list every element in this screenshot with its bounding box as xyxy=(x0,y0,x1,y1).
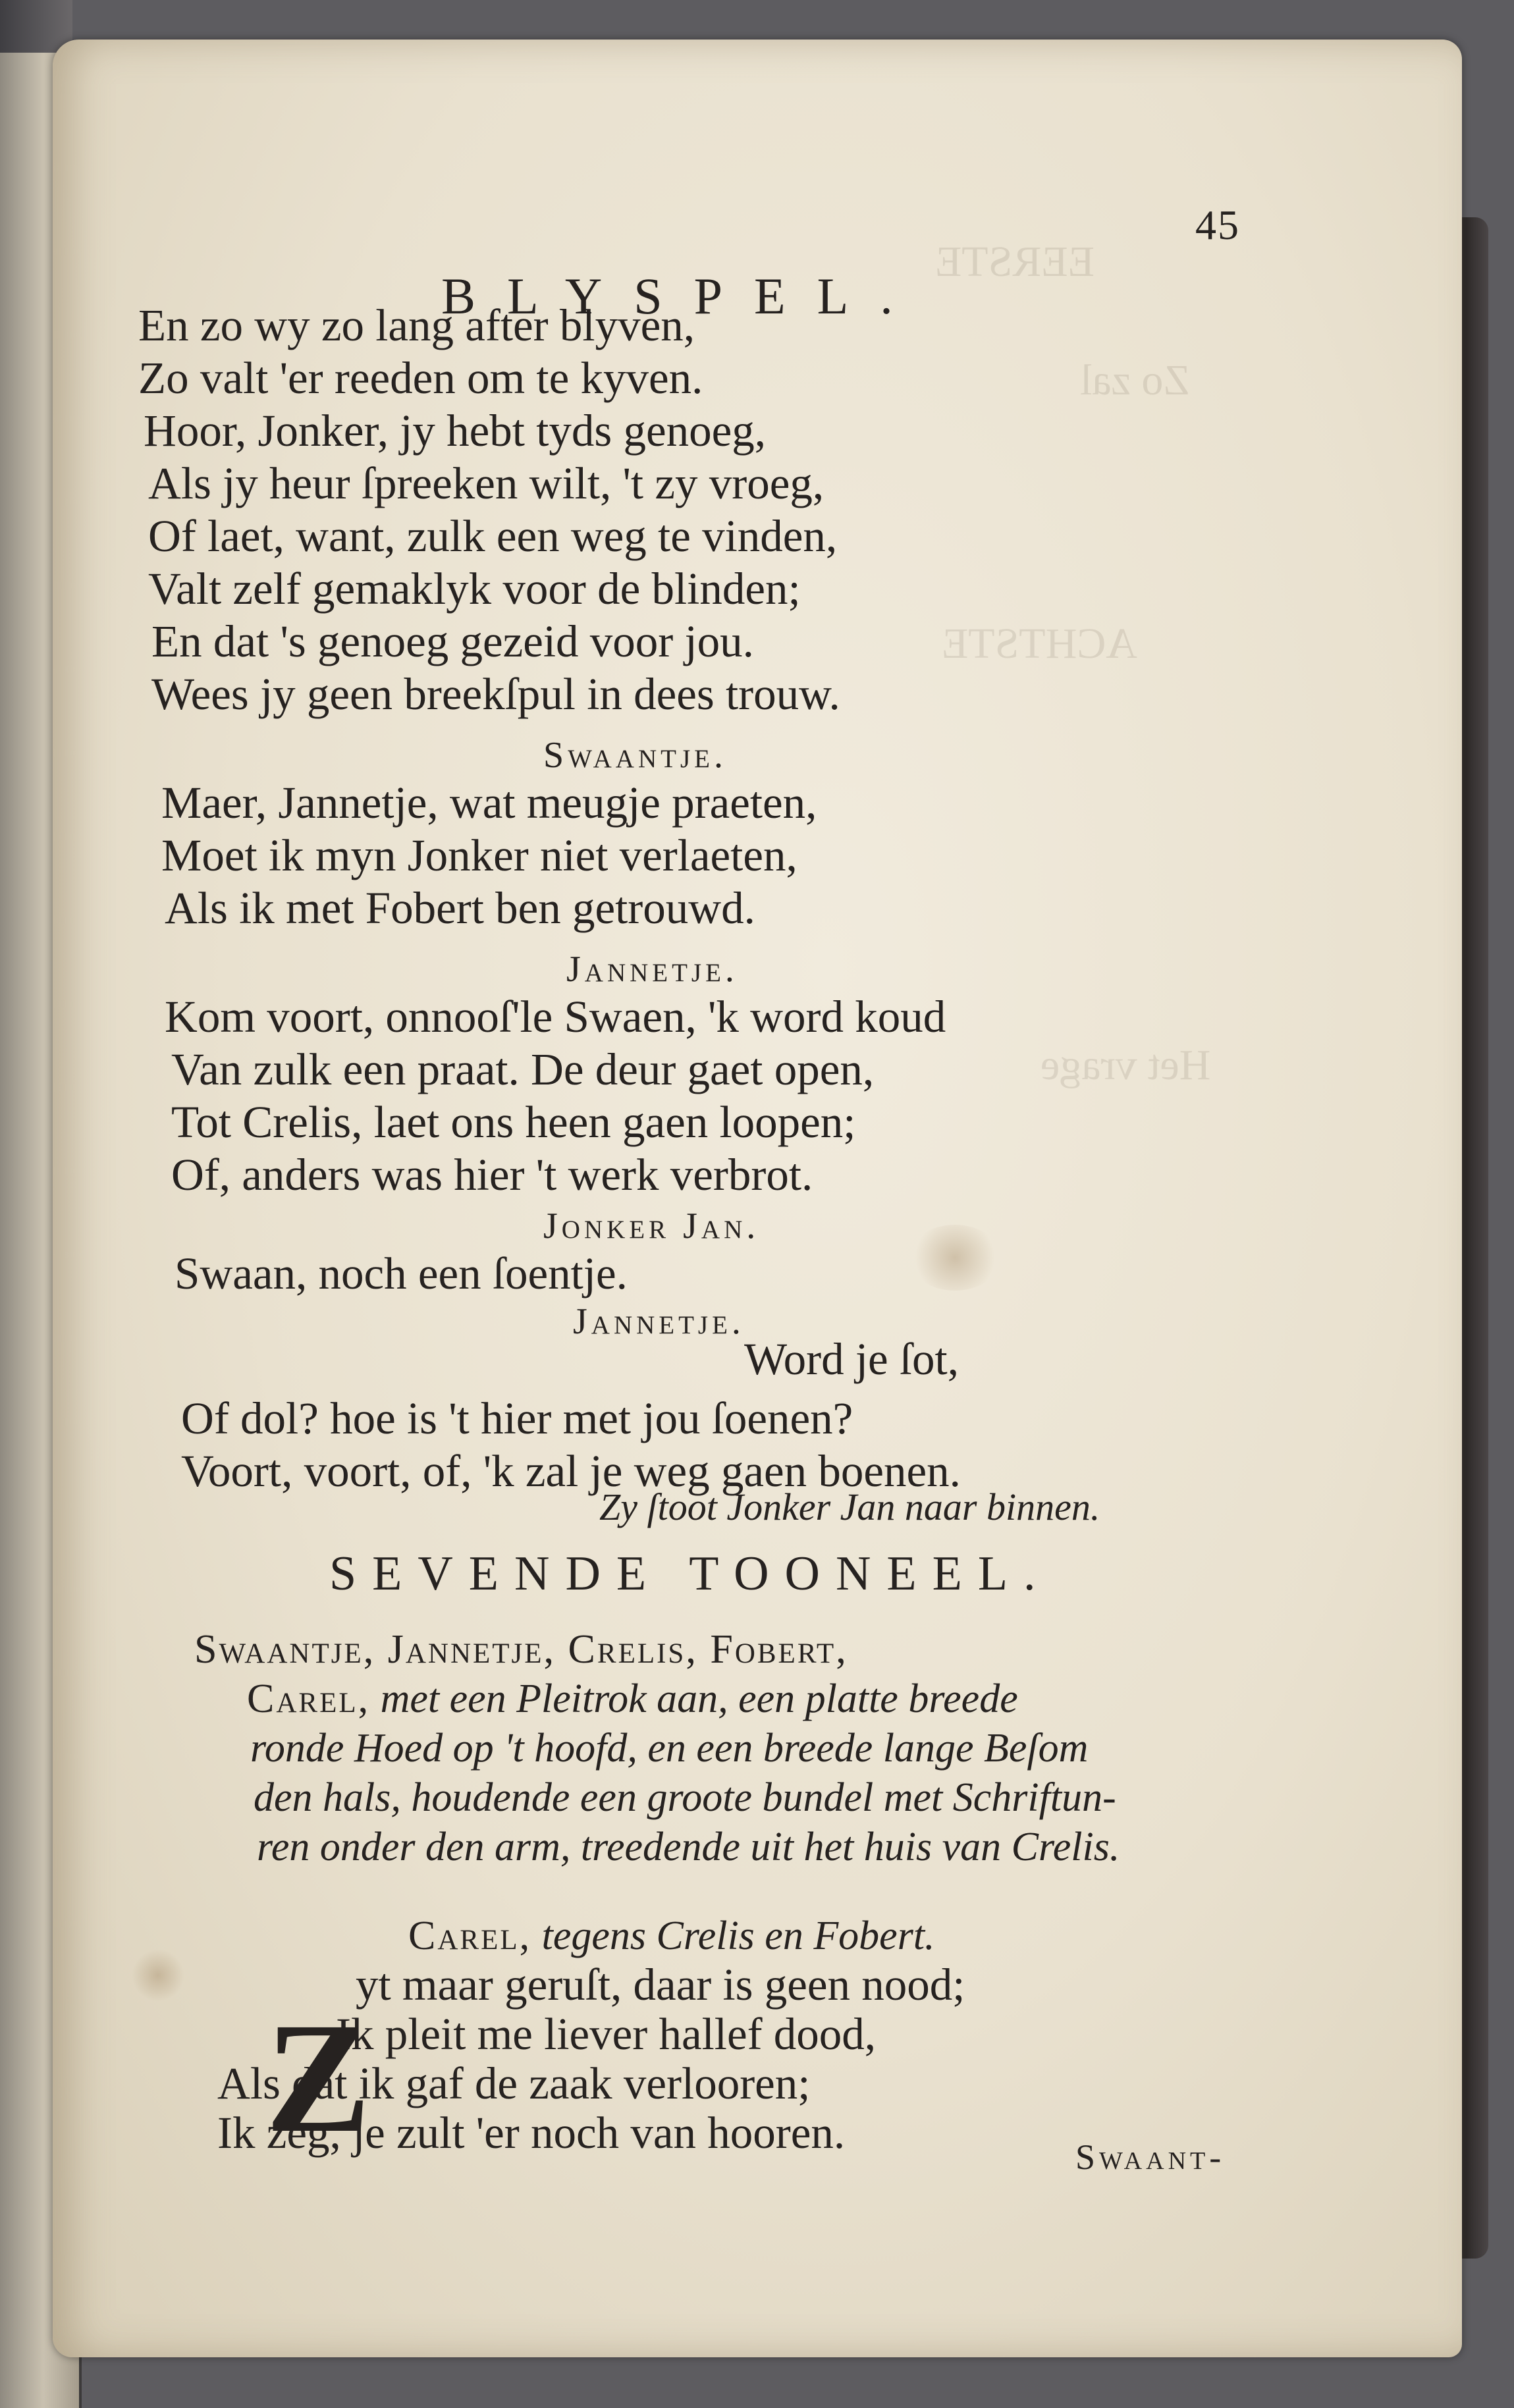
verse-line: Als dat ik gaf de zaak verlooren; xyxy=(217,2058,811,2108)
verse-line: Van zulk een praat. De deur gaet open, xyxy=(171,1044,875,1094)
speaker-name: Jannetje. xyxy=(573,1301,745,1342)
verse-line: Word je ſot, xyxy=(744,1334,959,1384)
speaker-name: Carel, xyxy=(408,1913,532,1958)
stage-direction: Zy ſtoot Jonker Jan naar binnen. xyxy=(599,1485,1100,1528)
paper-stain xyxy=(132,1949,184,2002)
drop-cap: Z xyxy=(265,1990,371,2165)
verse-line: Ik zeg, je zult 'er noch van hooren. xyxy=(217,2108,846,2158)
verse-line: Swaan, noch een ſoentje. xyxy=(175,1248,628,1298)
verse-line: yt maar geruſt, daar is geen nood; xyxy=(356,1960,965,2010)
verse-line: Hoor, Jonker, jy hebt tyds genoeg, xyxy=(144,406,766,456)
verse-line: Moet ik myn Jonker niet verlaeten, xyxy=(161,830,798,880)
verse-line: Maer, Jannetje, wat meugje praeten, xyxy=(161,778,817,828)
stage-direction: tegens Crelis en Fobert. xyxy=(541,1913,935,1958)
paper-stain xyxy=(909,1225,1001,1291)
running-head: BLYSPEL. xyxy=(441,267,925,325)
show-through: ACHTSTE xyxy=(942,620,1137,668)
cast-description: ronde Hoed op 't hoofd, en een breede lange Beſom xyxy=(250,1726,1089,1771)
scene-title: SEVENDE TOONEEL. xyxy=(329,1547,1052,1601)
verse-line: Zo valt 'er reeden om te kyven. xyxy=(138,353,703,403)
verse-line: Als jy heur ſpreeken wilt, 't zy vroeg, xyxy=(148,458,825,508)
verse-line: Als ik met Fobert ben getrouwd. xyxy=(165,883,755,933)
cast-names: Swaantje, Jannetje, Crelis, Fobert, xyxy=(194,1627,848,1672)
show-through: Zo zal xyxy=(1080,356,1190,404)
cast-description: ren onder den arm, treedende uit het huis van Crelis. xyxy=(257,1825,1120,1869)
verse-line: Tot Crelis, laet ons heen gaen loopen; xyxy=(171,1097,856,1147)
verse-line: Wees jy geen breekſpul in dees trouw. xyxy=(151,669,840,719)
cast-carel: Carel, xyxy=(247,1676,371,1721)
cast-description: met een Pleitrok aan, een platte breede xyxy=(380,1676,1018,1721)
verse-line: Of, anders was hier 't werk verbrot. xyxy=(171,1150,813,1200)
verse-line: Of laet, want, zulk een weg te vinden, xyxy=(148,511,838,561)
verse-line: Of dol? hoe is 't hier met jou ſoenen? xyxy=(181,1393,853,1443)
catchword: Swaant- xyxy=(1075,2137,1226,2177)
verse-line: En zo wy zo lang after blyven, xyxy=(138,300,695,350)
verse-line: Voort, voort, of, 'k zal je weg gaen boenen. xyxy=(181,1446,961,1496)
cast-description: den hals, houdende een groote bundel met Schriftun- xyxy=(254,1775,1116,1820)
verse-line: Kom voort, onnooſ'le Swaen, 'k word koud xyxy=(165,992,946,1042)
cast-list xyxy=(247,1676,1018,1723)
speaker-name: Jannetje. xyxy=(566,949,738,990)
cast-list xyxy=(194,1626,848,1673)
verse-line: Ik pleit me liever hallef dood, xyxy=(336,2009,877,2059)
show-through: Het vrage xyxy=(1041,1041,1211,1089)
verse-line: En dat 's genoeg gezeid voor jou. xyxy=(151,616,754,666)
show-through: EERSTE xyxy=(935,238,1095,286)
page-number: 45 xyxy=(1195,201,1240,248)
book-page xyxy=(53,40,1462,2357)
speaker-name: Jonker Jan. xyxy=(543,1206,760,1246)
speaker-name: Swaantje. xyxy=(543,735,727,776)
speaker-line xyxy=(408,1913,935,1960)
verse-line: Valt zelf gemaklyk voor de blinden; xyxy=(148,564,801,614)
